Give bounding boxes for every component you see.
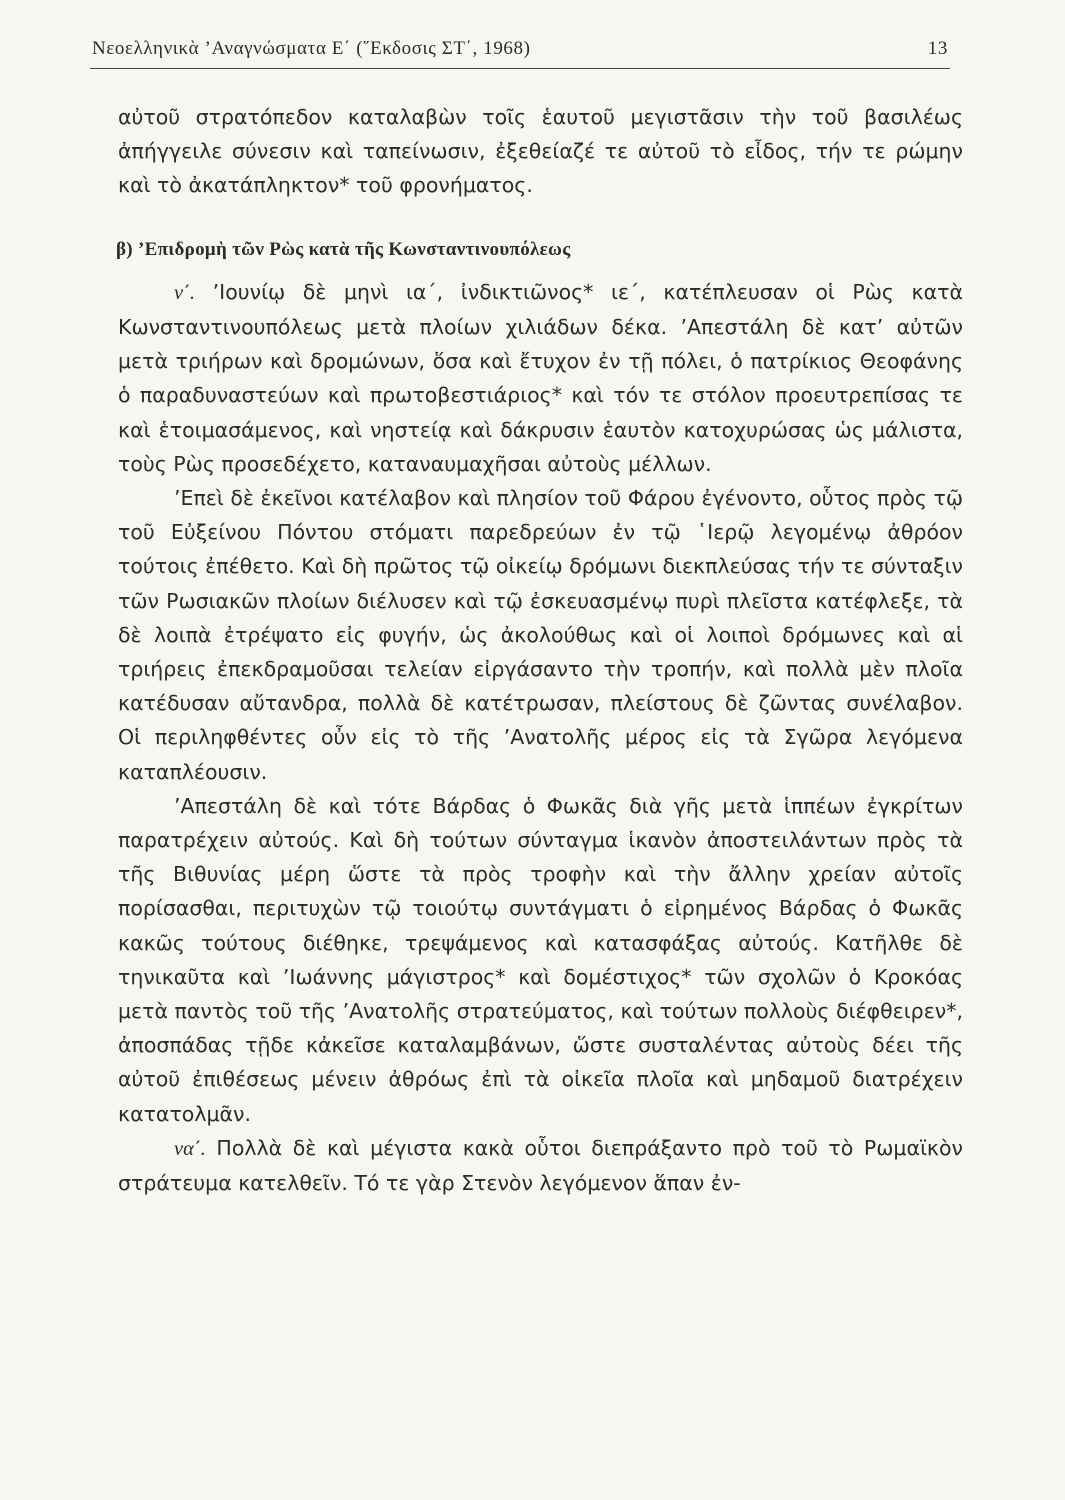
paragraph-2-text: ’Ιουνίῳ δὲ μηνὶ ια΄, ἰνδικτιῶνος* ιε΄, κατέπλευσαν οἱ Ρὼς κατὰ Κωνσταντινουπόλεως μετὰ πλοίων χιλιάδων δέκα. ’Απεστάλη δὲ κατ’ αὐτῶν μετὰ τριήρων καὶ δρομώνων, ὅσα καὶ ἔτυχον ἐν τῇ πόλει, ὁ πατρίκιος Θεοφάνης ὁ παραδυναστεύων καὶ πρωτοβεστιάριος* καὶ τόν τε στόλον προευτρεπίσας τε καὶ ἑτοιμασάμενος, καὶ νηστείᾳ καὶ δάκρυσιν ἑαυτὸν κατοχυρώσας ὡς μάλιστα, τοὺς Ρὼς προσεδέχετο, καταναυμαχῆσαι αὐτοὺς μέλλων. [118,279,963,476]
section-heading: β) ’Επιδρομὴ τῶν Ρὼς κατὰ τῆς Κωνσταντινουπόλεως [116,238,571,260]
paragraph-5-text: Πολλὰ δὲ καὶ μέγιστα κακὰ οὗτοι διεπράξαντο πρὸ τοῦ τὸ Ρωμαϊκὸν στράτευμα κατελθεῖν. Τό τε γὰρ Στενὸν λεγόμενον ἅπαν ἐν- [118,1135,963,1196]
page-number: 13 [927,38,948,59]
paragraph-1: αὐτοῦ στρατόπεδον καταλαβὼν τοῖς ἑαυτοῦ μεγιστᾶσιν τὴν τοῦ βασιλέως ἀπήγγειλε σύνεσιν καὶ ταπείνωσιν, ἐξεθείαζέ τε αὐτοῦ τὸ εἶδος, τήν τε ρώμην καὶ τὸ ἀκατάπληκτον* τοῦ φρονήματος. [118,105,963,198]
paragraph-2 [118,275,963,481]
paragraph-5 [118,1131,963,1200]
running-title: Νεοελληνικὰ ’Αναγνώσματα Ε΄ (῞Εκδοσις ΣΤ΄, 1968) [92,38,531,59]
header-rule [90,68,950,69]
paragraph-3: ’Επεὶ δὲ ἐκεῖνοι κατέλαβον καὶ πλησίον τοῦ Φάρου ἐγένοντο, οὗτος πρὸς τῷ τοῦ Εὐξείνου Πόντου στόματι παρεδρεύων ἐν τῷ ῾Ιερῷ λεγομένῳ ἀθρόον τούτοις ἐπέθετο. Καὶ δὴ πρῶτος τῷ οἰκείῳ δρόμωνι διεκπλεύσας τήν τε σύνταξιν τῶν Ρωσιακῶν πλοίων διέλυσεν καὶ τῷ ἐσκευασμένῳ πυρὶ πλεῖστα κατέφλεξε, τὰ δὲ λοιπὰ ἐτρέψατο εἰς φυγήν, ὡς ἀκολούθως καὶ οἱ λοιποὶ δρόμωνες καὶ αἱ τριήρεις ἐπεκδραμοῦσαι τελείαν εἰργάσαντο τὴν τροπήν, καὶ πολλὰ μὲν πλοῖα κατέδυσαν αὔτανδρα, πολλὰ δὲ κατέτρωσαν, πλείστους δὲ ζῶντας συνέλαβον. Οἱ περιληφθέντες οὖν εἰς τὸ τῆς ’Ανατολῆς μέρος εἰς τὰ Σγῶρα λεγόμενα καταπλέουσιν. [118,486,963,784]
chapter-number: να΄. [174,1137,206,1160]
chapter-number: ν΄. [174,281,196,304]
main-text [118,100,963,1200]
paragraph-4: ’Απεστάλη δὲ καὶ τότε Βάρδας ὁ Φωκᾶς διὰ γῆς μετὰ ἱππέων ἐγκρίτων παρατρέχειν αὐτούς. Καὶ δὴ τούτων σύνταγμα ἱκανὸν ἀποστειλάντων πρὸς τὰ τῆς Βιθυνίας μέρη ὥστε τὰ πρὸς τροφὴν καὶ τὴν ἄλλην χρείαν αὐτοῖς πορίσασθαι, περιτυχὼν τῷ τοιούτῳ συντάγματι ὁ εἰρημένος Βάρδας ὁ Φωκᾶς κακῶς τούτους διέθηκε, τρεψάμενος καὶ κατασφάξας αὐτούς. Κατῆλθε δὲ τηνικαῦτα καὶ ’Ιωάννης μάγιστρος* καὶ δομέστιχος* τῶν σχολῶν ὁ Κροκόας μετὰ παντὸς τοῦ τῆς ’Ανατολῆς στρατεύματος, καὶ τούτων πολλοὺς διέφθειρεν*, ἀποσπάδας τῇδε κἀκεῖσε καταλαμβάνων, ὥστε συσταλέντας αὐτοὺς δέει τῆς αὐτοῦ ἐπιθέσεως μένειν ἀθρόως ἐπὶ τὰ οἰκεῖα πλοῖα καὶ μηδαμοῦ διατρέχειν κατατολμᾶν. [118,793,963,1126]
running-header [92,38,948,60]
